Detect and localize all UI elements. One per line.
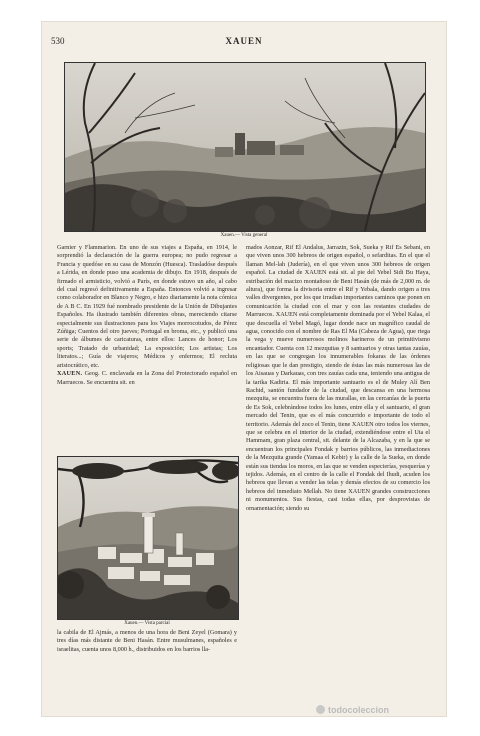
watermark-logo-icon: [316, 705, 325, 714]
left-column-top: [57, 244, 237, 454]
xauen-entry: [57, 370, 237, 387]
magazine-page: [42, 22, 446, 716]
running-head: XAUEN: [225, 36, 263, 46]
page-header: [42, 36, 446, 50]
photo-partial-view: [57, 456, 239, 620]
landscape-photo: [65, 63, 425, 231]
body-paragraph: Garnier y Flammarion. En uno de sus viajes a España, en 1914, le sorprendió la declaración de la guerra europea; no pudo regresar a Francia y quedóse en su casa de Monzón (Huesca). Trasladóse después a Lérida, en donde puso una academia de dibujo. En 1918, después de firmado el armisticio, volvió a París, en donde estuvo un año, al cabo del cual regresó definitivamente a España. Entonces volvió a ingresar como colaborador en Blanco y Negro, e hizo diariamente la nota cómica de A B C. En 1929 fué nombrado presidente de la Unión de Dibujantes Españoles. Ha ilustrado también diferentes obras, mereciendo citarse especialmente sus ilustraciones para los Viajes morrocotudos, de Pérez Zúñiga; Cuentos del otro jueves; Portugal en broma, etc., y publicó una serie de álbumes de caricaturas, entre ellos: Lances de honor; Los sports; Tratado de urbanidad; La exposición; Los artistas; Los literatos...; Guía de viajeros; Médicos y enfermos; El recluta aristocrático, etc.: [57, 244, 237, 369]
caption-general-view: Xauen.— Vista general: [220, 233, 268, 238]
photo-general-view: [64, 62, 426, 232]
left-column-bottom: [57, 629, 237, 695]
entry-text: Geog. C. enclavada en la Zona del Protectorado español en Marruecos. Se encuentra sit. en: [57, 370, 237, 386]
watermark-text: todocoleccion: [328, 705, 390, 715]
page-number: 530: [51, 36, 65, 46]
right-column: [246, 244, 430, 694]
watermark: [316, 705, 389, 715]
entry-headword: XAUEN.: [57, 370, 83, 378]
caption-partial-view: Xauen.— Vista parcial: [124, 621, 170, 626]
body-paragraph: la cabila de El Ajmás, a menos de una hora de Beni Zeyel (Gomara) y tres días más distante de Beni Hasán. Entre musulmanes, españoles e israelitas, cuenta unos 8,000 h., distribuidos en los barrios lla-: [57, 629, 237, 653]
body-paragraph: mados Aonzar, Rif El Andalus, Jarrazin, Sok, Sueka y Rif Es Sebani, en que viven unos 300 hebreos de origen español, o sefarditas. En el que el llaman Mel-lah (Judería), en el que viven unos 300 hebreos de origen español. La ciudad de XAUEN está sit. al pie del Yebel Sidi Bu Haya, estribación del macizo montañoso de Beni Hasán (de más de 2,000 m. de altura), que forma la divisoria entre el Rif y Yebala, dando origen a tres valles divergentes, por los que irradian importantes caminos que ponen en comunicación la ciudad con el mar y con las restantes ciudades de Marruecos. XAUEN está completamente dominada por el Yebel Kalaa, el que descuella el Yebel Magó, lugar donde nace un magnífico caudal de agua, conocido con el nombre de Ras El Ma (Cabeza de Agua), que riega la vega y mueve numerosos molinos harineros de un primitivismo encantador. Cuenta con 12 mezquitas y 8 santuarios y otras tantas zauías, en las que se congregan los innumerables fokaras de las órdenes religiosas que le dan prestigio, siendo de éstas las más numerosas las de los Aisauas y Darkauas, con tres zauías cada una, teniendo una antigua de la tarika Kadiria. El más importante santuario es el de Muley Alí Ben Rachid, santón fundador de la ciudad, que descansa en una hermosa mezquita, se encuentra fuera de las murallas, en las cercanías de la puerta de Es Sok, celebrándose todos los lunes, entre ella y el santuario, el gran mercado del Tenin, que es el más concurrido e importante de todo el territorio. Además del zoco el Tenin, tiene XAUEN otro todos los viernes, que se celebra en el interior de la ciudad, extendiéndose entre el Uta el Hammam, gran plaza central, sit. delante de la Alcazaba, y en la que se encuentran los principales Fondak y barrios públicos, las inmediaciones de la Mezquita grande (Yamaa el Kebir) y la calle de la Sueka, en donde están sus tiendas los moros, en las que se venden especierías, yesquerías y tejidos. Además, en el centro de la calle el Fondak del Ihudi, acuden los hebreos que llevan a vender las telas y demás efectos de su comercio los hebreos del inmediato Mellah. No tiene XAUEN grandes construcciones ni monumentos. Sus fiestas, casi todas ellas, por desprovistas de ornamentación; siendo su: [246, 244, 430, 512]
town-photo: [58, 457, 238, 619]
